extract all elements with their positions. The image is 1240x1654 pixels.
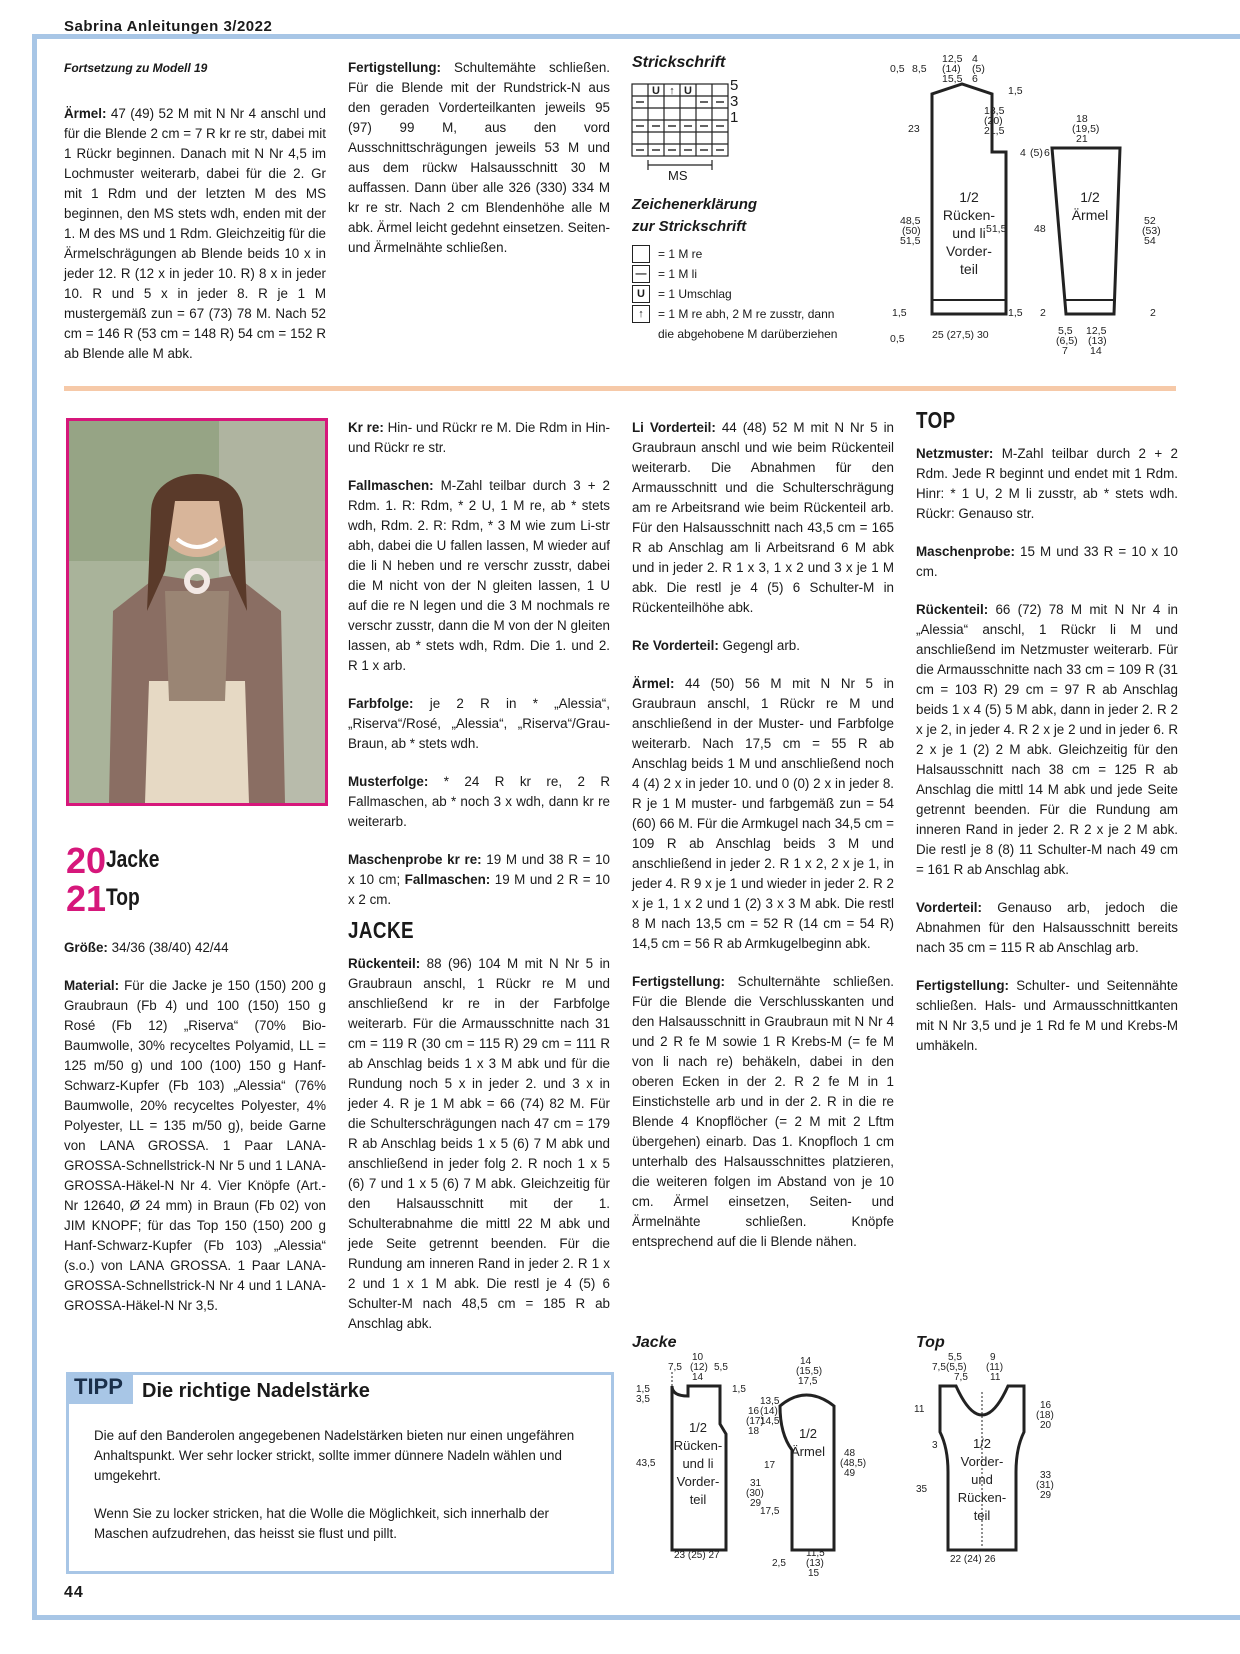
piece-label: 1/2 xyxy=(959,189,979,205)
dimension-label: 14,5 xyxy=(760,1416,780,1427)
piece-label: 1/2 xyxy=(688,1420,708,1435)
schnitt-jacke-caption: Jacke xyxy=(632,1334,677,1351)
dimension-label: 11,5 xyxy=(806,1548,825,1559)
model-name: Jacke xyxy=(106,846,160,873)
dimension-label: 23 (25) 27 xyxy=(674,1550,720,1561)
legend-item xyxy=(632,264,862,284)
tip-paragraph: Wenn Sie zu locker stricken, hat die Wolle die Möglichkeit, sich innerhalb der Maschen aufzudrehen, das heisst sie flust und pillt. xyxy=(94,1506,550,1541)
dimension-label: 14 xyxy=(692,1372,704,1383)
dimension-label: 1,5 xyxy=(732,1384,746,1395)
musterfolge-label: Musterfolge: xyxy=(348,774,429,789)
krre-text: Hin- und Rückr re M. Die Rdm in Hin- und Rückr re str. xyxy=(348,420,610,455)
strickschrift-title: Strickschrift xyxy=(632,54,726,71)
piece-label: 1/2 xyxy=(798,1426,818,1441)
instructions-column-4 xyxy=(916,407,1178,1074)
dimension-label: 23 xyxy=(908,123,920,135)
fallmaschen-text: M-Zahl teilbar durch 3 + 2 Rdm. 1. R: Rdm, * 2 U, 1 M re, ab * stets wdh, Rdm. 2. R: Rdm, * 3 M wie zum Li-str abh, dabei die U fallen lassen, M wieder auf die li N heben und re verschr zusstr, dabei die M nicht von der N gleiten lassen, 1 U auf die re N legen und die 3 M nochmals re verschr zusstr, dann die M von der N gleiten lassen, ab * stets wdh, Rdm. Die 1. und 2. R 1 x arb. xyxy=(348,478,610,673)
dimension-label: 16 xyxy=(748,1406,760,1417)
aermel-label: Ärmel: xyxy=(632,676,675,691)
legend-list xyxy=(632,244,862,344)
farbfolge-label: Farbfolge: xyxy=(348,696,414,711)
model-number: 20 xyxy=(66,840,107,881)
legend-title-line: Zeichenerklärung xyxy=(632,196,758,213)
dimension-label: 1,5 xyxy=(636,1384,650,1395)
schnitt-top xyxy=(900,1352,1070,1584)
re-vorderteil-text: Gegengl arb. xyxy=(718,638,800,653)
dimension-label: 3,5 xyxy=(636,1394,650,1405)
dimension-label: (13) xyxy=(1088,335,1107,347)
farbfolge-text: je 2 R in * „Alessia“, „Riserva“/Rosé, „Alessia“, „Riserva“/Grau-Braun, ab * stets wdh. xyxy=(348,696,610,751)
dimension-label: 17,5 xyxy=(798,1376,818,1387)
dimension-label: 17,5 xyxy=(760,1506,780,1517)
piece-label: teil xyxy=(689,1492,707,1507)
legend-text: = 1 Umschlag xyxy=(658,287,732,301)
piece-label: teil xyxy=(973,1508,991,1523)
dimension-label: 13,5 xyxy=(760,1396,780,1407)
fallmaschen-label: Fallmaschen: xyxy=(348,478,434,493)
schnitt-jacke xyxy=(628,1352,898,1584)
sleeve-piece-outline xyxy=(1052,148,1120,314)
piece-label: Vorder- xyxy=(946,243,992,259)
piece-label: 1/2 xyxy=(972,1436,992,1451)
strickschrift-grid xyxy=(630,78,770,188)
dimension-label: 8,5 xyxy=(912,63,927,75)
dimension-label: 51,5 xyxy=(900,235,921,247)
piece-label: Rücken- xyxy=(957,1490,1007,1505)
piece-label: Ärmel xyxy=(791,1444,825,1459)
dimension-label: 18 xyxy=(748,1426,760,1437)
fertigstellung-label: Fertigstellung: xyxy=(916,978,1009,993)
musterfolge-text: * 24 R kr re, 2 R Fallmaschen, ab * noch 3 x wdh, dann kr re weiterarb. xyxy=(348,774,610,829)
page-frame-left xyxy=(32,34,37,1620)
legend-text: = 1 M li xyxy=(658,267,698,281)
dimension-label: (17) xyxy=(746,1416,764,1427)
rueckenteil-text: 88 (96) 104 M mit N Nr 5 in Graubraun anschl, 1 Rückr re M und anschließend kr re in der Farbfolge weiterarb. Für die Armausschnitte nach 31 cm = 119 R (30 cm = 115 R) 29 cm = 111 R ab Anschlag beids 1 x 3 M abk und für die Rundung noch 5 x in jeder 2. und 3 x in jeder 4. R je 1 M abk = 66 (74) 82 M. Für die Schulterschrägungen nach 47 cm = 179 R ab Anschlag beids 1 x 5 (6) 7 M abk und anschließend in jeder folg 2. R noch 1 x 5 (6) 7 und 1 x 5 (6) 7 M abk. Gleichzeitig für den Halsausschnitt mit der 1. Schulterabnahme die mittl 22 M abk und jede Seite getrennt beenden. Für die Rundung am inneren Rand in jeder 2. R 1 x 2 und 1 x 1 M abk. Die restl je 4 (5) 6 Schulter-M nach 48,5 cm = 185 R ab Anschlag abk. xyxy=(348,956,610,1331)
svg-text:U: U xyxy=(652,85,660,97)
strickschrift-panel xyxy=(630,52,860,352)
knit-symbol-icon xyxy=(632,245,650,263)
vorderteil-text: Genauso arb, jedoch die Abnahmen für den Halsausschnitt bereits nach 35 cm = 115 R ab Anschlag arb. xyxy=(916,900,1178,955)
strickschrift-row-numbers xyxy=(730,78,738,126)
dimension-label: (50) xyxy=(902,225,921,237)
legend-title-line: zur Strickschrift xyxy=(632,218,747,235)
legend-item xyxy=(632,244,862,264)
dimension-label: (53) xyxy=(1142,225,1161,237)
vorderteil-label: Vorderteil: xyxy=(916,900,982,915)
dimension-label: 29 xyxy=(750,1498,762,1509)
maschenprobe-text: 15 M und 33 R = 10 x 10 cm. xyxy=(916,544,1178,579)
groesse-label: Größe: xyxy=(64,940,108,955)
dimension-label: 18 xyxy=(1076,113,1088,125)
maschenprobe-text: 19 M und 38 R = 10 x 10 cm; xyxy=(348,852,610,887)
dimension-label: 7 xyxy=(1062,345,1068,357)
dimension-label: 0,5 xyxy=(890,333,905,345)
dimension-label: 49 xyxy=(844,1468,856,1479)
li-vorderteil-text: 44 (48) 52 M mit N Nr 5 in Graubraun anschl und wie beim Rückenteil weiterarb. Die Abnahmen für den Armausschnitt und die Schulterschrägung am re Arbeitsrand wie beim Rückenteil arb. Für den Halsausschnitt nach 43,5 cm = 165 R ab Anschlag am li Arbeitsrand 6 M abk und in jeder 2. R 1 x 3, 1 x 2 und 3 x je 1 M abk. Die restl je 4 (5) 6 Schulter-M in Rückenteilhöhe abk. xyxy=(632,420,894,615)
dimension-label: 7,5 xyxy=(668,1362,682,1373)
instructions-column-2 xyxy=(348,418,610,1352)
dimension-label: 12,5 xyxy=(942,53,963,65)
dimension-label: 17 xyxy=(764,1460,776,1471)
model-numbers xyxy=(66,842,173,918)
dimension-label: (19,5) xyxy=(1072,123,1100,135)
dimension-label: 25 (27,5) 30 xyxy=(932,329,989,341)
purl-symbol-icon: — xyxy=(632,265,650,283)
dimension-label: (11) xyxy=(986,1362,1004,1373)
continuation-column-1 xyxy=(64,58,326,382)
dimension-label: 15,5 xyxy=(942,73,963,85)
dimension-label: 48 xyxy=(1034,223,1046,235)
legend-text-continued: die abgehobene M darüberziehen xyxy=(658,327,838,341)
dimension-label: 4 xyxy=(1020,147,1026,159)
rueckenteil-label: Rückenteil: xyxy=(916,602,989,617)
dimension-label: 0,5 xyxy=(890,63,905,75)
dimension-label: (18) xyxy=(1036,1410,1054,1421)
piece-label: und li xyxy=(952,225,986,241)
dimension-label: 11 xyxy=(914,1404,925,1415)
dimension-label: (6,5) xyxy=(1056,335,1078,347)
tip-text xyxy=(94,1426,594,1562)
decrease-symbol-icon: ↑ xyxy=(632,305,650,323)
tip-title: Die richtige Nadelstärke xyxy=(142,1380,370,1402)
row-number: 5 xyxy=(730,77,739,94)
dimension-label: 1,5 xyxy=(892,307,907,319)
row-number: 3 xyxy=(730,93,739,110)
woman-in-cardigan-image xyxy=(69,421,325,803)
model-name: Top xyxy=(106,884,140,911)
dimension-label: 15 xyxy=(808,1568,820,1579)
maschenprobe-label: Maschenprobe: xyxy=(916,544,1015,559)
dimension-label: 48,5 xyxy=(900,215,921,227)
row-number: 1 xyxy=(730,109,739,126)
netzmuster-text: M-Zahl teilbar durch 2 + 2 Rdm. Jede R beginnt und endet mit 1 Rdm. Hinr: * 1 U, 2 M li zusstr, ab * stets wdh. Rückr: Genauso str. xyxy=(916,446,1178,521)
dimension-label: 7,5 xyxy=(932,1362,946,1373)
dimension-label: (14) xyxy=(760,1406,778,1417)
legend-item xyxy=(632,284,862,304)
continuation-note: Fortsetzung zu Modell 19 xyxy=(64,61,208,75)
dimension-label: 7,5 xyxy=(954,1372,968,1383)
legend-text: = 1 M re xyxy=(658,247,703,261)
model-number: 21 xyxy=(66,878,107,919)
dimension-label: (13) xyxy=(806,1558,824,1569)
aermel-label: Ärmel: xyxy=(64,106,107,121)
krre-label: Kr re: xyxy=(348,420,384,435)
dimension-label: 11 xyxy=(990,1372,1001,1383)
li-vorderteil-label: Li Vorderteil: xyxy=(632,420,716,435)
dimension-label: (14) xyxy=(942,63,961,75)
dimension-label: 51,5 xyxy=(986,223,1007,235)
dimension-label: (20) xyxy=(984,115,1003,127)
fertigstellung-label: Fertigstellung: xyxy=(632,974,725,989)
dimension-label: 6 xyxy=(972,73,978,85)
dimension-label: 2 xyxy=(1150,307,1156,319)
piece-label: Rücken- xyxy=(942,207,996,223)
aermel-text: 44 (50) 56 M mit N Nr 5 in Graubraun anschl, 1 Rückr re M und anschließend in der Muster- und Farbfolge weiterarb. Nach 17,5 cm = 55 R ab Anschlag beids 1 M und anschließend noch 4 (4) 2 x in jeder 10. und 0 (0) 2 x in jeder 8. R je 1 M muster- und farbgemäß zun = 54 (60) 66 M. Für die Armkugel nach 34,5 cm = 109 R ab Anschlag beids 3 M und anschließend in jeder 2. R 1 x 2, 2 x je 1, in jeder 4. R 9 x je 1 und wieder in jeder 2. R 2 x je 1, 1 x 2 und 1 (2) 3 x 3 M abk. Die restl 8 M nach 13,5 cm = 52 R (14 cm = 54 R) 14,5 cm = 56 R ab Armkugelbeginn abk. xyxy=(632,676,894,951)
dimension-label: 12,5 xyxy=(1086,325,1107,337)
dimension-label: 16 xyxy=(1040,1400,1052,1411)
top-title: TOP xyxy=(916,407,956,433)
material-label: Material: xyxy=(64,978,120,993)
dimension-label: 48 xyxy=(844,1448,856,1459)
instructions-column-3 xyxy=(632,418,894,1270)
piece-label: teil xyxy=(960,261,978,277)
ms-label: MS xyxy=(668,168,688,183)
yarnover-symbol-icon: U xyxy=(632,285,650,303)
svg-text:↑: ↑ xyxy=(669,85,675,97)
fallmaschen-probe-label: Fallmaschen: xyxy=(400,872,491,887)
fertigstellung-text: Schulternähte schließen. Für die Blende die Verschlusskanten und den Halsausschnitt in Graubraun mit N Nr 4 und 2 R fe M sowie 1 R Krebs-M (= fe M von li nach re) behäkeln, dabei in den oberen Ecken in der 2. R 2 fe M in 1 Einstichstelle arb und in der 2. R in die re Blende 4 Knopflöcher (= 2 M mit 2 Lftm übergehen) einarb. Das 1. Knopfloch 1 cm unterhalb des Halsausschnittes platzieren, die weiteren folgen im Abstand von je 10 cm. Ärmel einsetzen, Seiten- und Ärmelnähte schließen. Knöpfe entsprechend auf die li Blende nähen. xyxy=(632,974,894,1249)
schnitt-modell19 xyxy=(880,52,1180,362)
dimension-label: 21 xyxy=(1076,133,1088,145)
dimension-label: 52 xyxy=(1144,215,1156,227)
piece-label: Rücken- xyxy=(673,1438,723,1453)
model-photo xyxy=(66,418,328,806)
dimension-label: (31) xyxy=(1036,1480,1054,1491)
dimension-label: 1,5 xyxy=(1008,85,1023,97)
piece-label: und xyxy=(971,1472,993,1487)
dimension-label: 22 (24) 26 xyxy=(950,1554,996,1565)
piece-label: Vorder- xyxy=(960,1454,1004,1469)
dimension-label: 9 xyxy=(990,1352,996,1363)
dimension-label: 43,5 xyxy=(636,1458,656,1469)
tip-paragraph: Die auf den Banderolen angegebenen Nadelstärken bieten nur einen ungefähren Anhaltspunkt. Wer sehr locker strickt, sollte immer dünnere Nadeln wählen und umgekehrt. xyxy=(94,1428,575,1483)
page-frame-bottom xyxy=(32,1615,1240,1620)
maschenprobe-label: Maschenprobe kr re: xyxy=(348,852,482,867)
schnitt-top-caption: Top xyxy=(916,1334,945,1351)
dimension-label: 1,5 xyxy=(1008,307,1023,319)
dimension-label: 20 xyxy=(1040,1420,1052,1431)
dimension-label: 18,5 xyxy=(984,105,1005,117)
rueckenteil-label: Rückenteil: xyxy=(348,956,421,971)
dimension-label: 21,5 xyxy=(984,125,1005,137)
dimension-label: (5,5) xyxy=(946,1362,967,1373)
dimension-label: (15,5) xyxy=(796,1366,823,1377)
dimension-label: 5,5 xyxy=(1058,325,1073,337)
material-text: Für die Jacke je 150 (150) 200 g Graubraun (Fb 4) und 100 (150) 150 g Rosé (Fb 12) „Riserva“ (70% Bio-Baumwolle, 30% recyceltes Polyamid, LL = 125 m/50 g) und 100 (100) 150 g Hanf-Schwarz-Kupfer (Fb 103) „Alessia“ (76% Baumwolle, 20% recyceltes Polyester, 4% Polyester, LL = 135 m/50 g), beide Garne von LANA GROSSA. 1 Paar LANA-GROSSA-Schnellstrick-N Nr 5 und 1 LANA-GROSSA-Häkel-N Nr 4. Vier Knöpfe (Art.-Nr 12640, Ø 24 mm) in Braun (Fb 02) von JIM KNOPF; für das Top 150 (150) 200 g Hanf-Schwarz-Kupfer (Fb 103) „Alessia“ (s.o.) von LANA GROSSA. 1 Paar LANA-GROSSA-Schnellstrick-N Nr 4 und 1 LANA-GROSSA-Häkel-N Nr 3,5. xyxy=(64,978,326,1313)
fallmaschen-probe-text: 19 M und 2 R = 10 x 2 cm. xyxy=(348,872,610,907)
netzmuster-label: Netzmuster: xyxy=(916,446,994,461)
aermel-text: 47 (49) 52 M mit N Nr 4 anschl und für die Blende 2 cm = 7 R kr re str, dabei mit 1 Rückr beginnen. Danach mit N Nr 4,5 im Lochmuster weiterarb, dabei für die 2. Gr mit 1 Rdm und der letzten M des MS beginnen, den MS stets wdh, enden mit der 1. M des MS und 1 Rdm. Gleichzeitig für die Ärmelschrägungen ab Blende beids 10 x in jeder 12. R (12 x in jeder 10. R) 8 x in jeder 10. R und 5 x in jeder 8. R je 1 M mustergemäß zun = 67 (73) 78 M. Nach 52 cm = 146 R (53 cm = 148 R) 54 cm = 152 R ab Blende alle M abk. xyxy=(64,106,326,361)
page-number: 44 xyxy=(64,1584,84,1601)
dimension-label: 33 xyxy=(1040,1470,1052,1481)
dimension-label: (30) xyxy=(746,1488,764,1499)
svg-text:U: U xyxy=(684,85,692,97)
dimension-label: 14 xyxy=(1090,345,1102,357)
dimension-label: 35 xyxy=(916,1484,928,1495)
tip-label: TIPP xyxy=(66,1372,133,1404)
rueckenteil-text: 66 (72) 78 M mit N Nr 4 in „Alessia“ anschl, 1 Rückr li M und anschließend im Netzmuster weiterarb. Für die Armausschnitte nach 33 cm = 109 R (31 cm = 103 R) 29 cm = 97 R ab Anschlag beids 1 x 4 (5) 5 M abk, dann in jeder 2. R 2 x je 2, in jeder 4. R 2 x je 2 und in jeder 6. R 2 x je 1 (2) 2 M abk. Gleichzeitig für den Halsausschnitt nach 38 cm = 125 R ab Anschlag die mittl 14 M abk und jede Seite getrennt beenden. Für die Rundung am inneren Rand in jeder 2. R 2 x je 2 M abk. Die restl je 8 (8) 11 Schulter-M nach 49 cm = 161 R ab Anschlag abk. xyxy=(916,602,1178,877)
model-info-column xyxy=(64,938,326,1334)
legend-item xyxy=(632,304,862,324)
fertigstellung-label: Fertigstellung: xyxy=(348,60,441,75)
legend-title xyxy=(632,194,757,238)
dimension-label: 4 xyxy=(972,53,978,65)
jacke-title: JACKE xyxy=(348,917,414,943)
section-divider xyxy=(64,386,1176,391)
fertigstellung-text: Schulter- und Seitennähte schließen. Hals- und Armausschnittkanten mit N Nr 3,5 und je 1 Rd fe M und Krebs-M umhäkeln. xyxy=(916,978,1178,1053)
fertigstellung-text: Schultemähte schließen. Für die Blende mit der Rundstrick-N aus den geraden Vorderteilkanten jeweils 95 (97) 99 M, aus den vord Ausschnittschrägungen jeweils 53 M und aus dem rückw Halsausschnitt 30 M auffassen. Dann über alle 326 (330) 334 M kr re str. Nach 2 cm Blendenhöhe alle M abk. Ärmel leicht gedehnt einsetzen. Seiten- und Ärmelnähte schließen. xyxy=(348,60,611,255)
piece-label: Ärmel xyxy=(1071,207,1109,223)
dimension-label: (5) xyxy=(1030,147,1043,159)
re-vorderteil-label: Re Vorderteil: xyxy=(632,638,719,653)
dimension-label: 54 xyxy=(1144,235,1156,247)
dimension-label: 5,5 xyxy=(948,1352,962,1363)
dimension-label: 5,5 xyxy=(714,1362,728,1373)
magazine-header: Sabrina Anleitungen 3/2022 xyxy=(64,18,273,35)
continuation-column-2 xyxy=(348,58,610,276)
dimension-label: 2 xyxy=(1040,307,1046,319)
dimension-label: 6 xyxy=(1044,147,1050,159)
piece-label: Vorder- xyxy=(676,1474,720,1489)
dimension-label: 2,5 xyxy=(772,1558,786,1569)
dimension-label: 10 xyxy=(692,1352,704,1363)
groesse-text: 34/36 (38/40) 42/44 xyxy=(107,940,229,955)
piece-label: 1/2 xyxy=(1080,189,1100,205)
dimension-label: (12) xyxy=(690,1362,708,1373)
piece-label: und li xyxy=(682,1456,714,1471)
dimension-label: 29 xyxy=(1040,1490,1052,1501)
dimension-label: 31 xyxy=(750,1478,762,1489)
jacke-sleeve-outline xyxy=(780,1395,834,1550)
legend-text: = 1 M re abh, 2 M re zusstr, dann xyxy=(658,307,835,321)
dimension-label: 14 xyxy=(800,1356,812,1367)
dimension-label: (48,5) xyxy=(840,1458,867,1469)
dimension-label: 3 xyxy=(932,1440,938,1451)
dimension-label: (5) xyxy=(972,63,985,75)
